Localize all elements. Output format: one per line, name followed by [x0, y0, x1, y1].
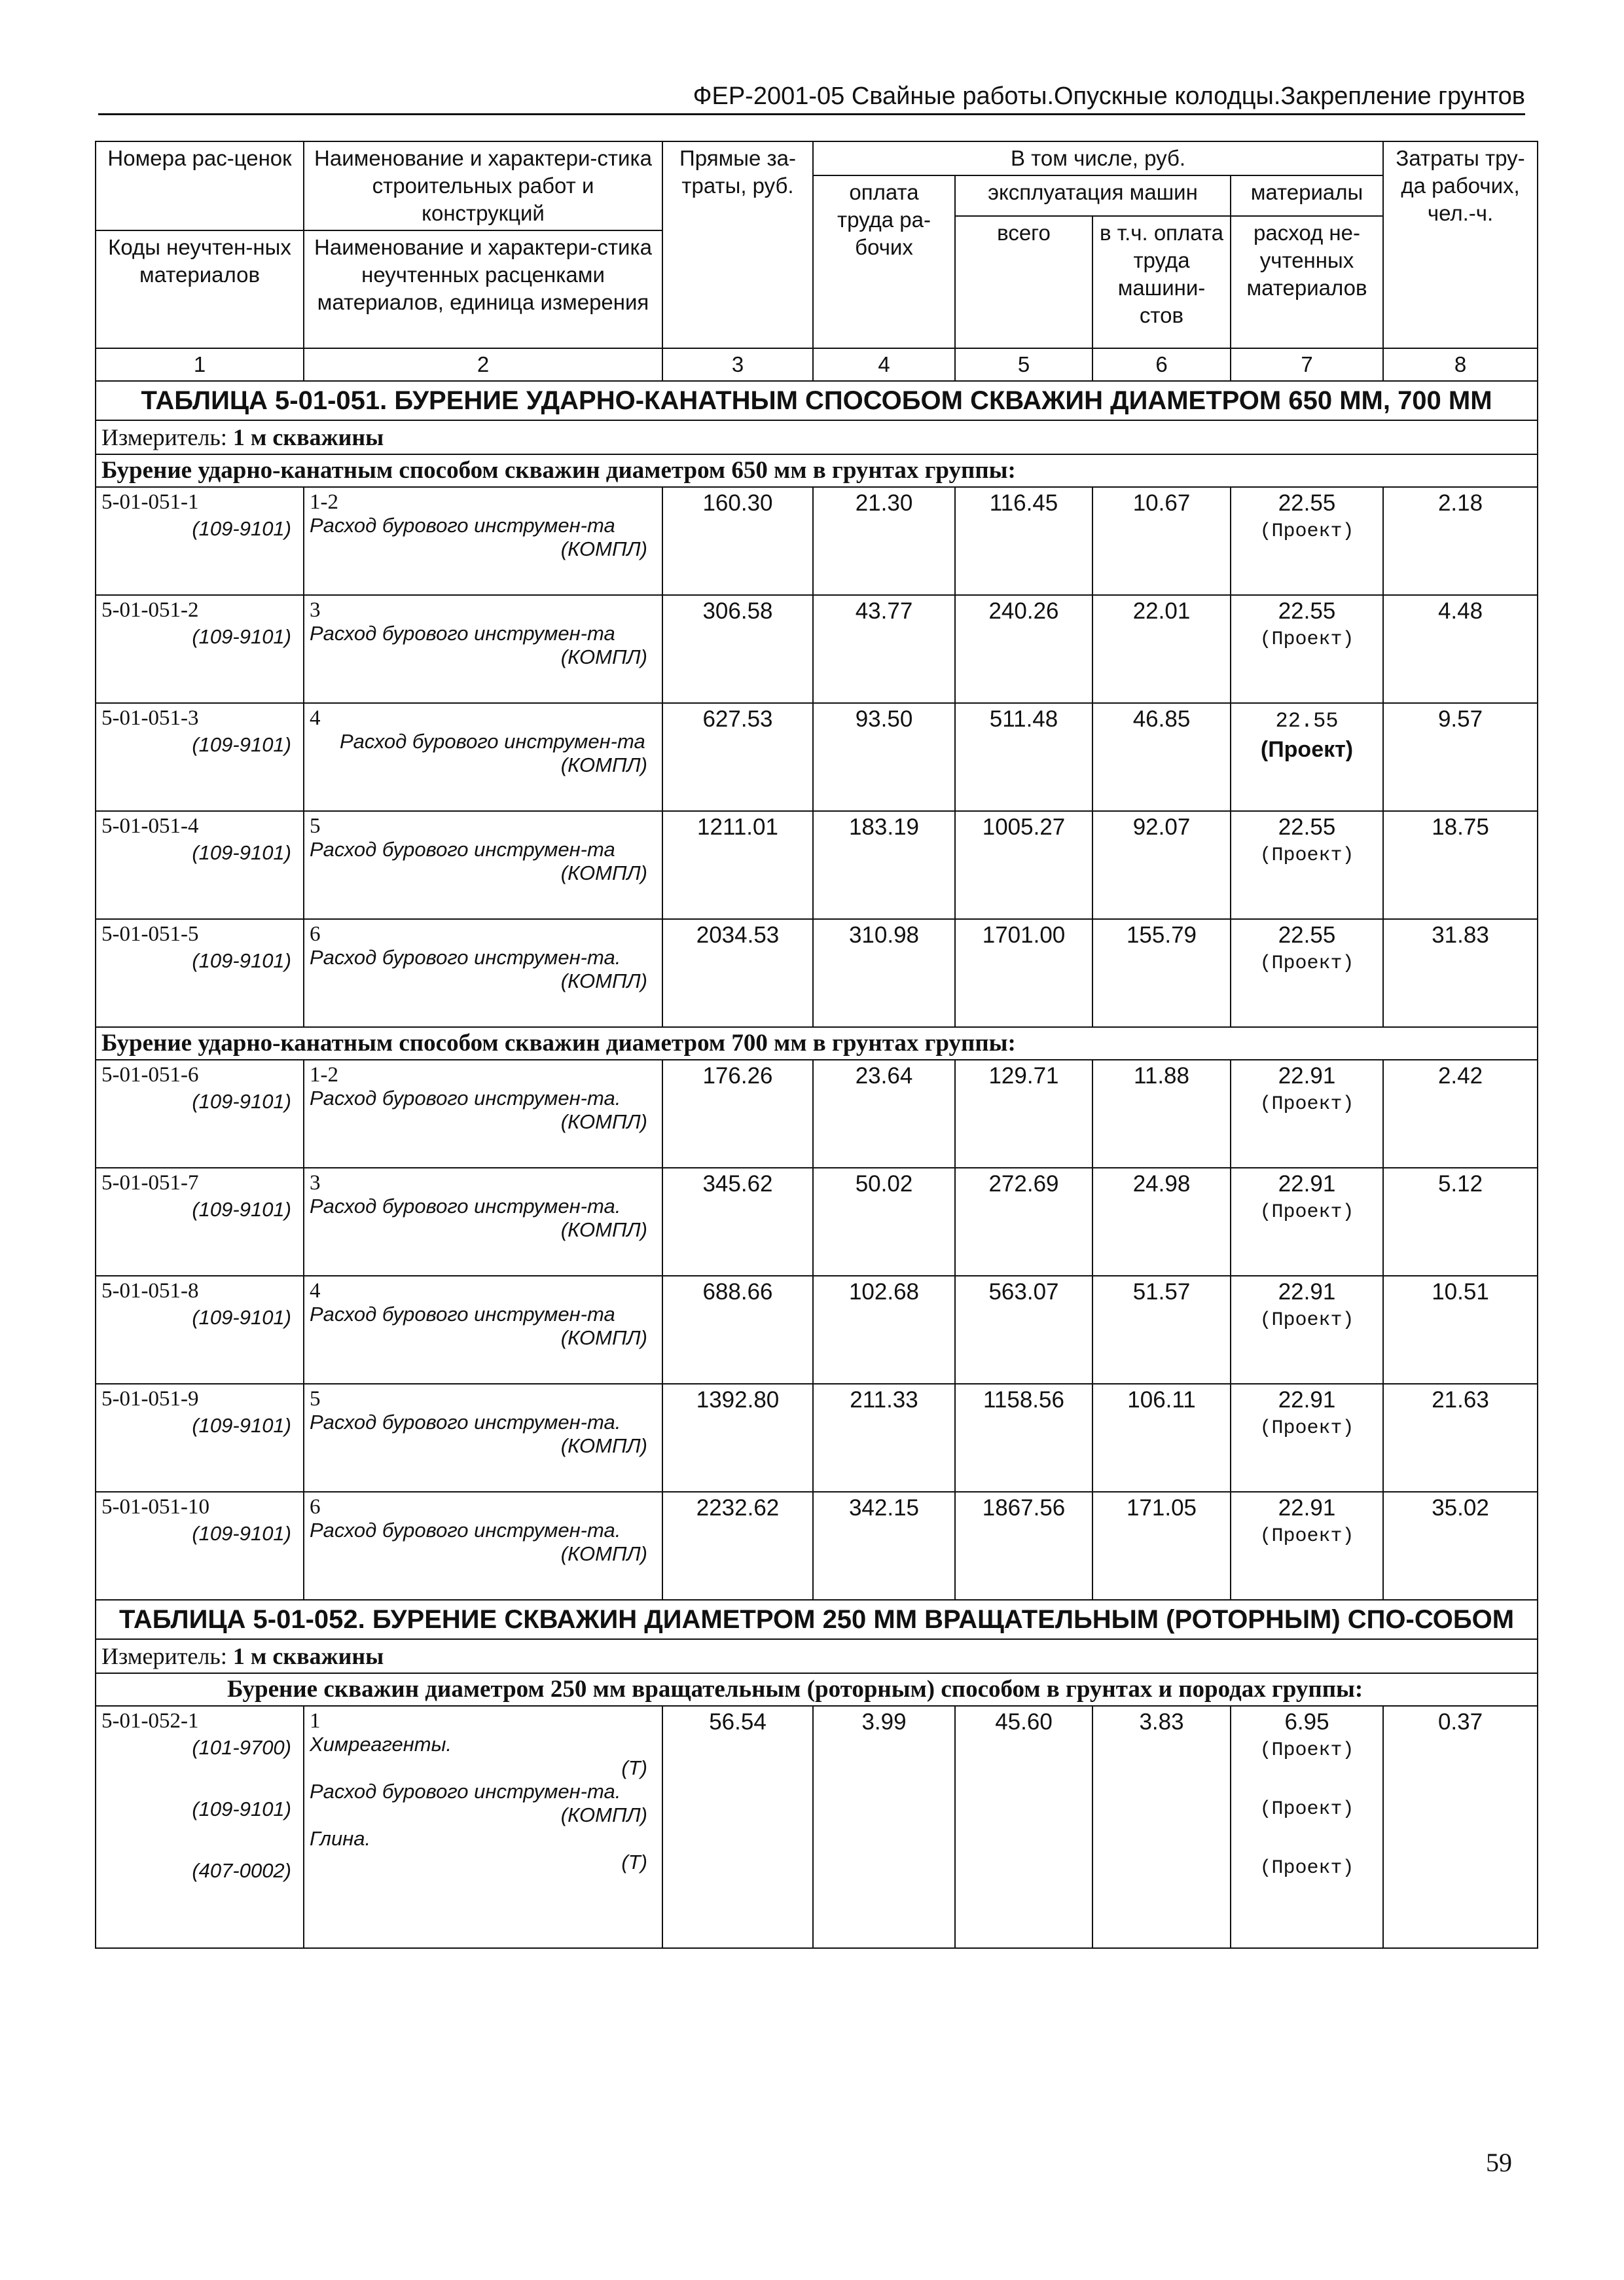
material-name: Глина.: [310, 1827, 371, 1850]
rate-code-cell: [96, 487, 304, 595]
header-labor-hours: Затраты тру-да рабочих, чел.-ч.: [1383, 141, 1538, 348]
worker-pay: 342.15: [813, 1492, 955, 1600]
direct-costs: 688.66: [662, 1276, 813, 1384]
rate-code-cell: [96, 1168, 304, 1276]
materials-cell: [1231, 595, 1383, 703]
material-name: Расход бурового инструмен-та.: [310, 1411, 621, 1434]
rate-code-cell: [96, 703, 304, 811]
worker-pay: 211.33: [813, 1384, 955, 1492]
machines-total: 240.26: [955, 595, 1092, 703]
worker-pay: 310.98: [813, 919, 955, 1027]
material-unit: (КОМПЛ): [560, 537, 647, 560]
direct-costs: 306.58: [662, 595, 813, 703]
materials-cell: [1231, 703, 1383, 811]
work-name-cell: [304, 487, 662, 595]
meter-value: 1 м скважины: [232, 424, 384, 450]
project-note: (Проект): [1259, 1857, 1354, 1879]
materials-cell: [1231, 1706, 1383, 1948]
labor-hours: 0.37: [1383, 1706, 1538, 1948]
rate-code: 5-01-051-1: [101, 490, 199, 514]
resource-code: (101-9700): [192, 1736, 291, 1759]
material-unit: (КОМПЛ): [560, 969, 647, 992]
soil-group: 5: [310, 814, 321, 838]
machinist-pay: 10.67: [1092, 487, 1231, 595]
material-unit: (КОМПЛ): [560, 753, 647, 776]
direct-costs: 1211.01: [662, 811, 813, 919]
machinist-pay: 171.05: [1092, 1492, 1231, 1600]
worker-pay: 50.02: [813, 1168, 955, 1276]
machinist-pay: 3.83: [1092, 1706, 1231, 1948]
work-name-cell: [304, 1706, 662, 1948]
direct-costs: 345.62: [662, 1168, 813, 1276]
work-name-cell: [304, 1384, 662, 1492]
resource-code: (109-9101): [192, 733, 291, 756]
project-note: (Проект): [1259, 520, 1354, 543]
col-num: 4: [813, 348, 955, 381]
direct-costs: 2034.53: [662, 919, 813, 1027]
worker-pay: 93.50: [813, 703, 955, 811]
materials-value: 22.55: [1275, 709, 1339, 733]
work-name-cell: [304, 1276, 662, 1384]
rate-code-cell: [96, 1276, 304, 1384]
resource-code: (109-9101): [192, 517, 291, 540]
rate-code: 5-01-051-4: [101, 814, 199, 838]
rate-code: 5-01-051-6: [101, 1063, 199, 1087]
worker-pay: 21.30: [813, 487, 955, 595]
soil-group: 4: [310, 706, 321, 730]
resource-code: (109-9101): [192, 1090, 291, 1113]
rate-code: 5-01-052-1: [101, 1709, 199, 1733]
group-heading-row: [96, 454, 1538, 487]
machines-total: 1701.00: [955, 919, 1092, 1027]
machinist-pay: 106.11: [1092, 1384, 1231, 1492]
worker-pay: 183.19: [813, 811, 955, 919]
rate-code-cell: [96, 1706, 304, 1948]
worker-pay: 3.99: [813, 1706, 955, 1948]
machinist-pay: 46.85: [1092, 703, 1231, 811]
header-row-1: [96, 141, 1538, 175]
resource-code: (109-9101): [192, 1198, 291, 1221]
resource-code: (109-9101): [192, 1798, 291, 1820]
project-note: (Проект): [1259, 1309, 1354, 1331]
table-title-row: [96, 1600, 1538, 1639]
material-name: Расход бурового инструмен-та: [340, 730, 645, 753]
project-note: (Проект): [1260, 737, 1354, 762]
header-unaccounted-materials: расход не-учтенных материалов: [1231, 216, 1383, 348]
rate-code-cell: [96, 1060, 304, 1168]
group-heading: Бурение ударно-канатным способом скважин диаметром 700 мм в грунтах группы:: [96, 1027, 1538, 1060]
resource-code: (407-0002): [192, 1859, 291, 1882]
work-name-cell: [304, 703, 662, 811]
material-unit: (КОМПЛ): [560, 1803, 647, 1826]
materials-value: 22.91: [1278, 1063, 1336, 1089]
machines-total: 1158.56: [955, 1384, 1092, 1492]
resource-code: (109-9101): [192, 1414, 291, 1437]
direct-costs: 1392.80: [662, 1384, 813, 1492]
table-title: ТАБЛИЦА 5-01-051. БУРЕНИЕ УДАРНО-КАНАТНЫМ СПОСОБОМ СКВАЖИН ДИАМЕТРОМ 650 ММ, 700 ММ: [141, 386, 1492, 415]
material-name: Химреагенты.: [310, 1733, 452, 1756]
col-num: 8: [1383, 348, 1538, 381]
rate-code: 5-01-051-3: [101, 706, 199, 730]
project-note: (Проект): [1259, 1739, 1354, 1762]
header-work-name: Наименование и характери-стика строительных работ и конструкций: [304, 141, 662, 230]
soil-group: 1: [310, 1709, 321, 1733]
material-name: Расход бурового инструмен-та.: [310, 946, 621, 969]
soil-group: 6: [310, 922, 321, 946]
column-numbers-row: [96, 348, 1538, 381]
material-unit: (КОМПЛ): [560, 645, 647, 668]
rate-code-cell: [96, 919, 304, 1027]
table-title: ТАБЛИЦА 5-01-052. БУРЕНИЕ СКВАЖИН ДИАМЕТРОМ 250 ММ ВРАЩАТЕЛЬНЫМ (РОТОРНЫМ) СПО-СОБОМ: [118, 1605, 1515, 1634]
direct-costs: 176.26: [662, 1060, 813, 1168]
project-note: (Проект): [1259, 1093, 1354, 1115]
material-unit: (КОМПЛ): [560, 1434, 647, 1457]
machines-total: 1867.56: [955, 1492, 1092, 1600]
materials-cell: [1231, 919, 1383, 1027]
header-worker-pay: оплата труда ра-бочих: [813, 175, 955, 348]
direct-costs: 627.53: [662, 703, 813, 811]
materials-cell: [1231, 1276, 1383, 1384]
header-machines-total: всего: [955, 216, 1092, 348]
labor-hours: 21.63: [1383, 1384, 1538, 1492]
table-row: [96, 811, 1538, 919]
machines-total: 129.71: [955, 1060, 1092, 1168]
labor-hours: 10.51: [1383, 1276, 1538, 1384]
materials-value: 22.91: [1278, 1495, 1336, 1521]
materials-value: 22.91: [1278, 1387, 1336, 1413]
table-row: [96, 1060, 1538, 1168]
header-direct-costs: Прямые за-траты, руб.: [662, 141, 813, 348]
materials-cell: [1231, 1060, 1383, 1168]
material-name: Расход бурового инструмен-та.: [310, 1519, 621, 1542]
project-note: (Проект): [1259, 628, 1354, 651]
table-row: [96, 595, 1538, 703]
project-note: (Проект): [1259, 1201, 1354, 1223]
col-num: 5: [955, 348, 1092, 381]
rate-code-cell: [96, 1492, 304, 1600]
table-row: [96, 1168, 1538, 1276]
meter-label: Измеритель:: [101, 1643, 227, 1669]
material-unit: (КОМПЛ): [560, 1542, 647, 1565]
rate-code: 5-01-051-8: [101, 1279, 199, 1303]
project-note: (Проект): [1259, 1525, 1354, 1547]
direct-costs: 56.54: [662, 1706, 813, 1948]
labor-hours: 9.57: [1383, 703, 1538, 811]
machines-total: 272.69: [955, 1168, 1092, 1276]
materials-value: 22.55: [1278, 922, 1336, 948]
group-heading: Бурение скважин диаметром 250 мм вращательным (роторным) способом в грунтах и породах группы:: [96, 1673, 1538, 1706]
soil-group: 3: [310, 1171, 321, 1195]
rates-table: [95, 141, 1538, 1949]
rate-code: 5-01-051-7: [101, 1171, 199, 1195]
work-name-cell: [304, 1060, 662, 1168]
soil-group: 6: [310, 1495, 321, 1519]
soil-group: 1-2: [310, 1063, 338, 1087]
work-name-cell: [304, 919, 662, 1027]
page-number: 59: [1486, 2148, 1512, 2177]
worker-pay: 23.64: [813, 1060, 955, 1168]
col-num: 6: [1092, 348, 1231, 381]
rate-code-cell: [96, 595, 304, 703]
machines-total: 511.48: [955, 703, 1092, 811]
project-note: (Проект): [1259, 952, 1354, 975]
group-heading-row: [96, 1027, 1538, 1060]
material-unit: (КОМПЛ): [560, 1218, 647, 1241]
meter-row: [96, 420, 1538, 454]
rate-code-cell: [96, 811, 304, 919]
materials-value: 22.55: [1278, 814, 1336, 840]
machinist-pay: 24.98: [1092, 1168, 1231, 1276]
soil-group: 5: [310, 1387, 321, 1411]
rate-code-cell: [96, 1384, 304, 1492]
direct-costs: 2232.62: [662, 1492, 813, 1600]
running-head: ФЕР-2001-05 Свайные работы.Опускные колодцы.Закрепление грунтов: [98, 82, 1525, 115]
work-name-cell: [304, 595, 662, 703]
material-name: Расход бурового инструмен-та.: [310, 1195, 621, 1218]
materials-value: 6.95: [1284, 1709, 1329, 1735]
machinist-pay: 92.07: [1092, 811, 1231, 919]
header-including: В том числе, руб.: [813, 141, 1383, 175]
machines-total: 1005.27: [955, 811, 1092, 919]
col-num: 3: [662, 348, 813, 381]
materials-cell: [1231, 1492, 1383, 1600]
project-note: (Проект): [1259, 844, 1354, 867]
worker-pay: 102.68: [813, 1276, 955, 1384]
machinist-pay: 155.79: [1092, 919, 1231, 1027]
machinist-pay: 11.88: [1092, 1060, 1231, 1168]
material-name: Расход бурового инструмен-та: [310, 1303, 615, 1326]
soil-group: 3: [310, 598, 321, 622]
table-row: [96, 1276, 1538, 1384]
labor-hours: 2.42: [1383, 1060, 1538, 1168]
meter-row: [96, 1639, 1538, 1673]
labor-hours: 4.48: [1383, 595, 1538, 703]
meter-label: Измеритель:: [101, 424, 227, 450]
material-name: Расход бурового инструмен-та.: [310, 1780, 621, 1803]
labor-hours: 18.75: [1383, 811, 1538, 919]
machines-total: 45.60: [955, 1706, 1092, 1948]
header-material-codes: Коды неучтен-ных материалов: [96, 230, 304, 348]
table-row: [96, 1706, 1538, 1948]
header-rate-numbers: Номера рас-ценок: [96, 141, 304, 230]
materials-value: 22.91: [1278, 1279, 1336, 1305]
header-material-names: Наименование и характери-стика неучтенных расценками материалов, единица измерения: [304, 230, 662, 348]
worker-pay: 43.77: [813, 595, 955, 703]
group-heading: Бурение ударно-канатным способом скважин диаметром 650 мм в грунтах группы:: [96, 454, 1538, 487]
labor-hours: 2.18: [1383, 487, 1538, 595]
table-row: [96, 919, 1538, 1027]
rate-code: 5-01-051-9: [101, 1387, 199, 1411]
resource-code: (109-9101): [192, 841, 291, 864]
header-machines: эксплуатация машин: [955, 175, 1231, 216]
header-materials: материалы: [1231, 175, 1383, 216]
labor-hours: 31.83: [1383, 919, 1538, 1027]
material-unit: (Т): [621, 1756, 647, 1779]
material-name: Расход бурового инструмен-та: [310, 622, 615, 645]
header-machinist-pay: в т.ч. оплата труда машини-стов: [1092, 216, 1231, 348]
col-num: 7: [1231, 348, 1383, 381]
table-row: [96, 1492, 1538, 1600]
materials-cell: [1231, 1168, 1383, 1276]
material-name: Расход бурового инструмен-та: [310, 838, 615, 861]
materials-value: 22.55: [1278, 490, 1336, 516]
rate-code: 5-01-051-10: [101, 1495, 209, 1519]
project-note: (Проект): [1259, 1798, 1354, 1820]
labor-hours: 35.02: [1383, 1492, 1538, 1600]
meter-value: 1 м скважины: [232, 1643, 384, 1669]
materials-value: 22.55: [1278, 598, 1336, 624]
project-note: (Проект): [1259, 1417, 1354, 1439]
resource-code: (109-9101): [192, 949, 291, 972]
material-name: Расход бурового инструмен-та: [310, 514, 615, 537]
work-name-cell: [304, 1492, 662, 1600]
machines-total: 563.07: [955, 1276, 1092, 1384]
material-unit: (КОМПЛ): [560, 1110, 647, 1133]
table-title-row: [96, 381, 1538, 420]
machinist-pay: 22.01: [1092, 595, 1231, 703]
material-unit: (Т): [621, 1851, 647, 1873]
rate-code: 5-01-051-2: [101, 598, 199, 622]
resource-code: (109-9101): [192, 1522, 291, 1545]
table-row: [96, 487, 1538, 595]
work-name-cell: [304, 1168, 662, 1276]
direct-costs: 160.30: [662, 487, 813, 595]
material-name: Расход бурового инструмен-та.: [310, 1087, 621, 1110]
work-name-cell: [304, 811, 662, 919]
col-num: 1: [96, 348, 304, 381]
table-row: [96, 703, 1538, 811]
machinist-pay: 51.57: [1092, 1276, 1231, 1384]
labor-hours: 5.12: [1383, 1168, 1538, 1276]
soil-group: 1-2: [310, 490, 338, 514]
resource-code: (109-9101): [192, 625, 291, 648]
materials-cell: [1231, 811, 1383, 919]
soil-group: 4: [310, 1279, 321, 1303]
material-unit: (КОМПЛ): [560, 1326, 647, 1349]
col-num: 2: [304, 348, 662, 381]
resource-code: (109-9101): [192, 1306, 291, 1329]
rate-code: 5-01-051-5: [101, 922, 199, 946]
group-heading-row: [96, 1673, 1538, 1706]
machines-total: 116.45: [955, 487, 1092, 595]
materials-cell: [1231, 487, 1383, 595]
materials-cell: [1231, 1384, 1383, 1492]
material-unit: (КОМПЛ): [560, 861, 647, 884]
materials-value: 22.91: [1278, 1171, 1336, 1197]
table-row: [96, 1384, 1538, 1492]
